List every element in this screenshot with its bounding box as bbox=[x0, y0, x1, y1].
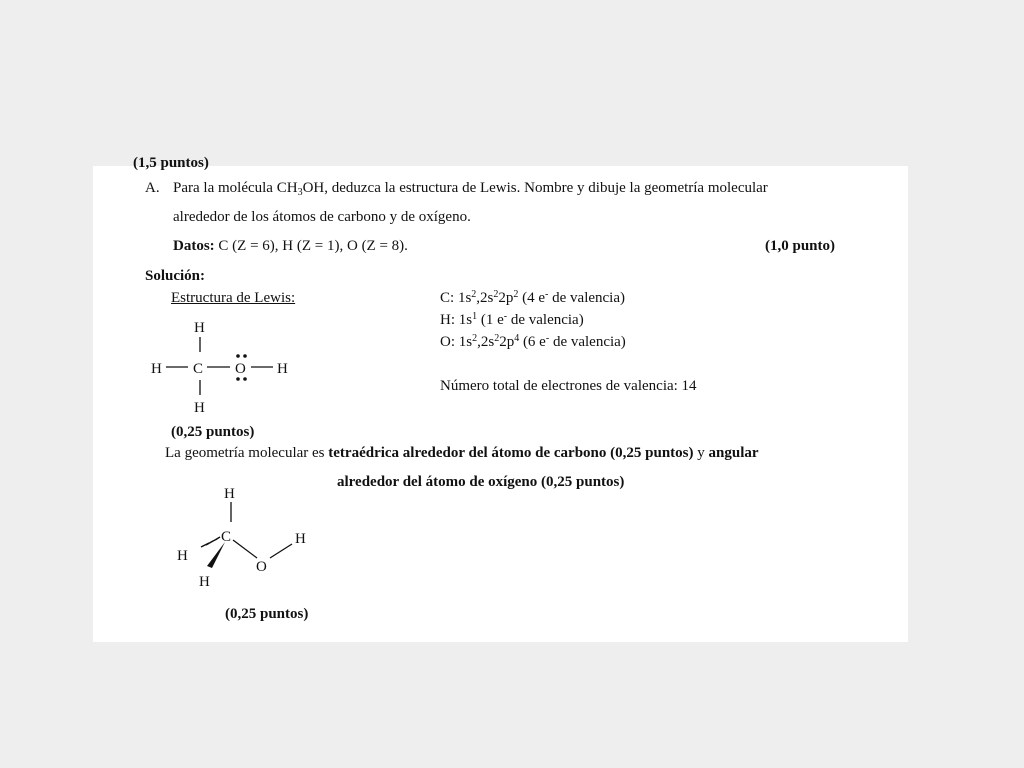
question-letter: A. bbox=[145, 180, 160, 196]
geometry-bond-o-h bbox=[270, 544, 292, 558]
question-line-2: alrededor de los átomos de carbono y de oxígeno. bbox=[173, 209, 471, 225]
lewis-lone-pair-dot bbox=[236, 354, 240, 358]
geometry-atom-h-left: H bbox=[177, 548, 188, 564]
datos-label: Datos: bbox=[173, 238, 215, 254]
geometry-atom-h-bottom: H bbox=[199, 574, 210, 590]
geometry-points: (0,25 puntos) bbox=[225, 606, 309, 622]
lewis-lone-pair-dot bbox=[243, 354, 247, 358]
geometry-atom-c: C bbox=[221, 529, 232, 545]
solution-title: Solución: bbox=[145, 268, 206, 284]
config-line-h: H: $1s^1$ (1 e- de valencia) bbox=[440, 311, 584, 328]
lewis-lone-pair-dot bbox=[236, 377, 240, 381]
formula: $CH_3OH$ bbox=[276, 180, 325, 198]
lewis-atom-h-bottom: H bbox=[194, 400, 205, 416]
lewis-atom-h-right: H bbox=[277, 361, 288, 377]
document-page bbox=[93, 155, 908, 642]
geometry-atom-h-top: H bbox=[224, 486, 235, 502]
geometry-line-1: La geometría molecular es tetraédrica alrededor del átomo de carbono (0,25 puntos) y angular bbox=[165, 445, 759, 461]
geometry-line-2: alrededor del átomo de oxígeno (0,25 puntos) bbox=[337, 474, 625, 490]
geometry-atom-h-right: H bbox=[295, 531, 306, 547]
geometry-bond-c-o bbox=[233, 540, 257, 558]
geometry-hashed-bond bbox=[201, 537, 220, 547]
lewis-atom-h-top: H bbox=[194, 320, 205, 336]
question-points: (1,0 punto) bbox=[765, 238, 836, 254]
lewis-lone-pair-dot bbox=[243, 377, 247, 381]
lewis-atom-c: C bbox=[193, 361, 204, 377]
total-valence: Número total de electrones de valencia: 14 bbox=[440, 378, 697, 394]
lewis-points: (0,25 puntos) bbox=[171, 424, 255, 440]
config-line-c: C: $1s^2,2s^22p^2$ (4 e- de valencia) bbox=[440, 289, 625, 306]
lewis-atom-h-left: H bbox=[151, 361, 162, 377]
datos-line: Datos: C (Z = 6), H (Z = 1), O (Z = 8). bbox=[173, 238, 408, 254]
geometry-atom-o: O bbox=[256, 559, 267, 575]
geometry-wedge-bond bbox=[207, 542, 225, 568]
question-line-1: Para la molécula $CH_3OH$, deduzca la estructura de Lewis. Nombre y dibuje la geometría molecular bbox=[173, 180, 768, 198]
lewis-heading: Estructura de Lewis: bbox=[171, 290, 296, 306]
lewis-atom-o: O bbox=[235, 361, 246, 377]
geometry-structure bbox=[173, 480, 343, 600]
config-line-o: O: $1s^2,2s^22p^4$ (6 e- de valencia) bbox=[440, 333, 626, 350]
cut-off-header: (1,5 puntos) bbox=[133, 155, 209, 171]
lewis-structure bbox=[148, 316, 318, 416]
